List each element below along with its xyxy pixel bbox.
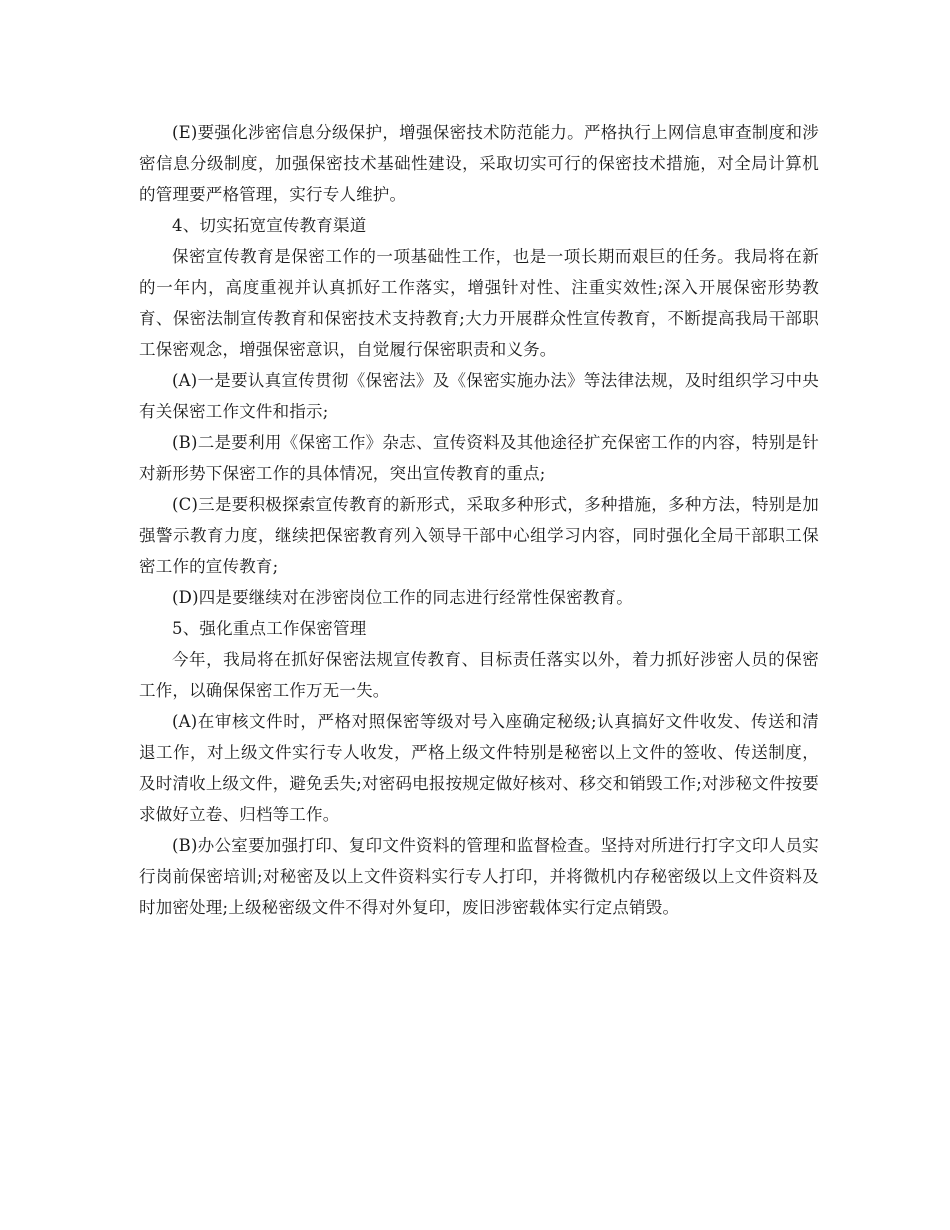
- paragraph-item-c-new-forms: (C)三是要积极探索宣传教育的新形式，采取多种形式，多种措施，多种方法，特别是加强警示教育力度，继续把保密教育列入领导干部中心组学习内容，同时强化全局干部职工保密工作的宣传教育;: [139, 495, 819, 576]
- heading-key-work-management: 5、强化重点工作保密管理: [172, 619, 367, 638]
- document-page: [139, 117, 819, 923]
- paragraph-publicity-education: 保密宣传教育是保密工作的一项基础性工作，也是一项长期而艰巨的任务。我局将在新的一年内，高度重视并认真抓好工作落实，增强针对性、注重实效性;深入开展保密形势教育、保密法制宣传教育和保密技术支持教育;大力开展群众性宣传教育，不断提高我局干部职工保密观念，增强保密意识，自觉履行保密职责和义务。: [139, 247, 819, 359]
- paragraph-this-year: 今年，我局将在抓好保密法规宣传教育、目标责任落实以外，着力抓好涉密人员的保密工作，以确保保密工作万无一失。: [139, 650, 819, 700]
- paragraph-classified-info-protection: (E)要强化涉密信息分级保护，增强保密技术防范能力。严格执行上网信息审查制度和涉密信息分级制度，加强保密技术基础性建设，采取切实可行的保密技术措施，对全局计算机的管理要严格管理，实行专人维护。: [139, 123, 819, 204]
- paragraph-item-b-magazine: (B)二是要利用《保密工作》杂志、宣传资料及其他途径扩充保密工作的内容，特别是针对新形势下保密工作的具体情况，突出宣传教育的重点;: [139, 433, 819, 483]
- paragraph-item-a-document-review: (A)在审核文件时，严格对照保密等级对号入座确定秘级;认真搞好文件收发、传送和清退工作，对上级文件实行专人收发，严格上级文件特别是秘密以上文件的签收、传送制度，及时清收上级文件，避免丢失;对密码电报按规定做好核对、移交和销毁工作;对涉秘文件按要求做好立卷、归档等工作。: [139, 712, 819, 824]
- paragraph-item-a-laws: (A)一是要认真宣传贯彻《保密法》及《保密实施办法》等法律法规，及时组织学习中央有关保密工作文件和指示;: [139, 371, 819, 421]
- paragraph-item-b-printing-copying: (B)办公室要加强打印、复印文件资料的管理和监督检查。坚持对所进行打字文印人员实行岗前保密培训;对秘密及以上文件资料实行专人打印，并将微机内存秘密级以上文件资料及时加密处理;上级秘密级文件不得对外复印，废旧涉密载体实行定点销毁。: [139, 836, 819, 917]
- paragraph-item-d-regular-education: (D)四是要继续对在涉密岗位工作的同志进行经常性保密教育。: [172, 588, 633, 607]
- heading-publicity-education: 4、切实拓宽宣传教育渠道: [172, 216, 367, 235]
